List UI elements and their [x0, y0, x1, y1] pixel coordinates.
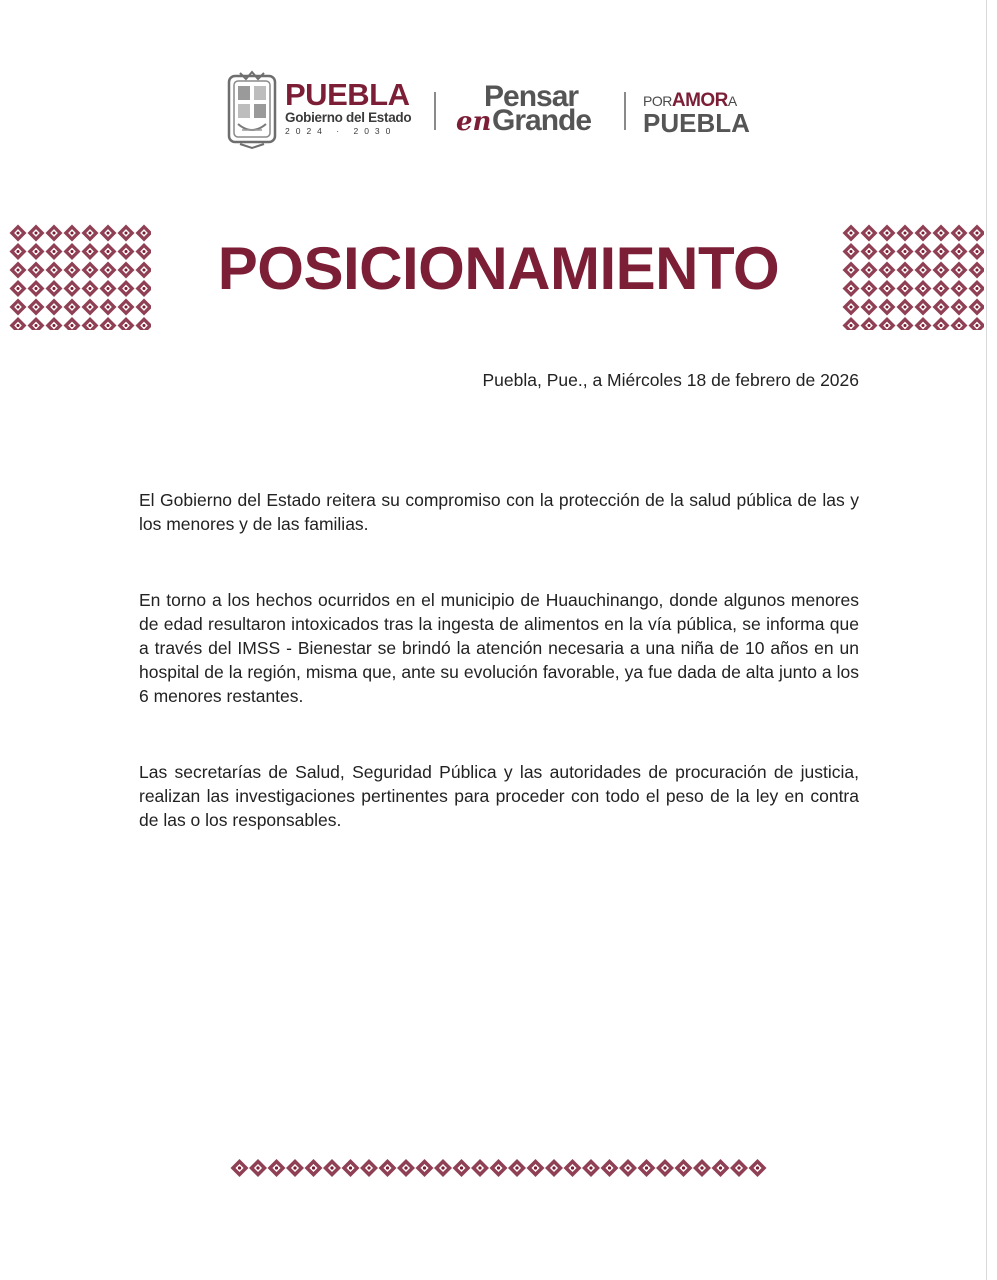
grande-logo-word: Grande [492, 104, 592, 137]
pensar-logo-word: Pensar [484, 80, 579, 113]
paragraph-2: En torno a los hechos ocurridos en el municipio de Huauchinango, donde algunos menores de edad resultaron intoxicados tras la ingesta de alimentos en la vía pública, se informa que a través del IMSS - Bienestar se brindó la atención necesaria a una niña de 10 años en un hospital de la región, misma que, ante su evolución favorable, ya fue dada de alta junto a los 6 menores restantes. [139, 590, 859, 706]
por-word: POR [643, 93, 672, 109]
date-line: Puebla, Pue., a Miércoles 18 de febrero de 2026 [482, 370, 859, 390]
paragraph-3: Las secretarías de Salud, Seguridad Pública y las autoridades de procuración de justicia, realizan las investigaciones pertinentes para proceder con todo el peso de la ley en contra de las o los responsables. [139, 762, 859, 830]
puebla-logo-word: PUEBLA [285, 77, 410, 112]
pensar-en-grande-logo [456, 82, 616, 142]
diamond-pattern-ornament [230, 1154, 768, 1182]
diamond-pattern-ornament [842, 224, 984, 330]
diamond-pattern-ornament [9, 224, 151, 330]
logo-divider [624, 92, 626, 130]
amor-word: AMOR [671, 90, 728, 111]
header-logos [0, 68, 997, 152]
por-amor-a-puebla-logo [643, 92, 783, 136]
puebla-logo-subtitle: Gobierno del Estado [285, 110, 412, 125]
document-title: POSICIONAMIENTO [217, 235, 780, 302]
paragraph-1: El Gobierno del Estado reitera su compromiso con la protección de la salud pública de las y los menores y de las familias. [139, 490, 859, 534]
page-edge-divider [986, 0, 987, 1280]
state-coat-of-arms-icon [226, 70, 278, 150]
por-amor-puebla-word: PUEBLA [643, 108, 750, 138]
en-logo-word: en [456, 107, 492, 137]
puebla-government-logo [285, 77, 425, 137]
puebla-logo-years: 2024 · 2030 [285, 126, 397, 136]
logo-divider [434, 92, 436, 130]
a-word: A [727, 93, 737, 109]
